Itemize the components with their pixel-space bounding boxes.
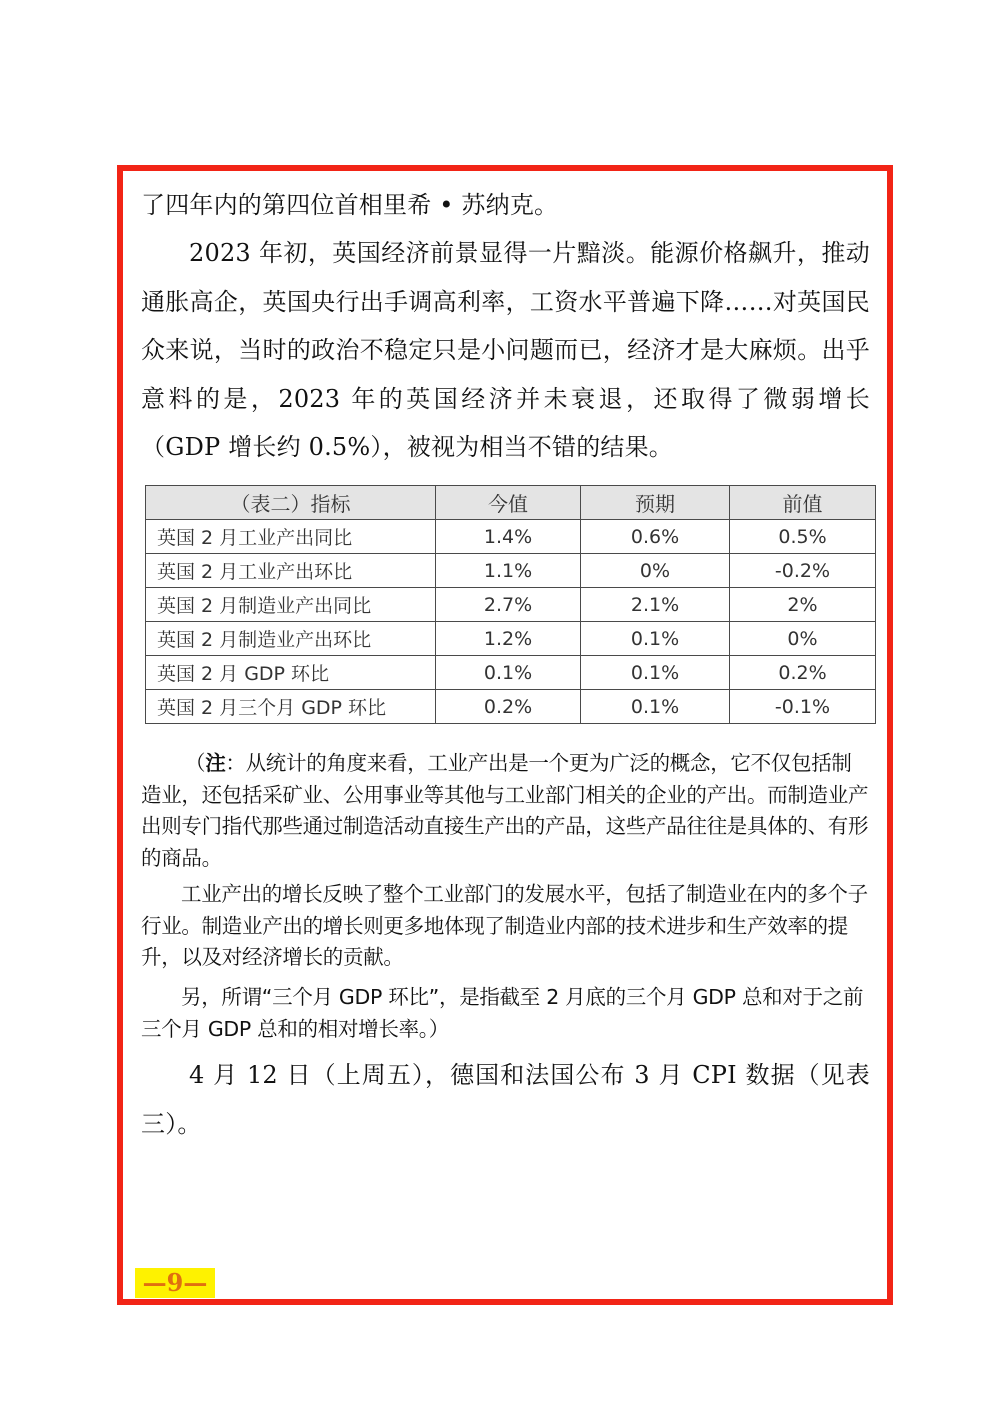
table-cell-previous: -0.2% bbox=[730, 554, 876, 588]
table-cell-previous: 0% bbox=[730, 622, 876, 656]
table-cell-actual: 1.1% bbox=[436, 554, 581, 588]
table-cell-forecast: 0.6% bbox=[581, 520, 730, 554]
table-cell-actual: 1.2% bbox=[436, 622, 581, 656]
paragraph-uk-economy: 2023 年初，英国经济前景显得一片黯淡。能源价格飙升，推动通胀高企，英国央行出手调高利率，工资水平普遍下降……对英国民众来说，当时的政治不稳定只是小问题而已，经济才是大麻烦。出乎意料的是，2023 年的英国经济并未衰退，还取得了微弱增长（GDP 增长约 0.5%），被视为相当不错的结果。 bbox=[141, 239, 870, 461]
table-row bbox=[146, 690, 876, 724]
table-cell-actual: 1.4% bbox=[436, 520, 581, 554]
note-open-paren: （ bbox=[185, 751, 206, 775]
table-cell-indicator: 英国 2 月 GDP 环比 bbox=[146, 656, 436, 690]
paragraph-germany-france-cpi: 4 月 12 日（上周五），德国和法国公布 3 月 CPI 数据（见表三）。 bbox=[141, 1061, 870, 1138]
page-number: —9— bbox=[135, 1268, 215, 1298]
note-text-1: ：从统计的角度来看，工业产出是一个更为广泛的概念，它不仅包括制造业，还包括采矿业、公用事业等其他与工业部门相关的企业的产出。而制造业产出则专门指代那些通过制造活动直接生产出的产品，这些产品往往是具体的、有形的商品。 bbox=[141, 751, 869, 870]
table-row bbox=[146, 588, 876, 622]
table-cell-actual: 0.1% bbox=[436, 656, 581, 690]
table-cell-previous: 0.2% bbox=[730, 656, 876, 690]
note-paragraph-three-month-gdp: 另，所谓“三个月 GDP 环比”，是指截至 2 月底的三个月 GDP 总和对于之前三个月 GDP 总和的相对增长率。） bbox=[141, 985, 864, 1041]
table-cell-forecast: 2.1% bbox=[581, 588, 730, 622]
note-paragraph-growth: 工业产出的增长反映了整个工业部门的发展水平，包括了制造业在内的多个子行业。制造业产出的增长则更多地体现了制造业内部的技术进步和生产效率的提升，以及对经济增长的贡献。 bbox=[141, 882, 868, 969]
table-cell-forecast: 0.1% bbox=[581, 656, 730, 690]
table-cell-actual: 2.7% bbox=[436, 588, 581, 622]
table-cell-actual: 0.2% bbox=[436, 690, 581, 724]
table-cell-previous: 2% bbox=[730, 588, 876, 622]
table-cell-indicator: 英国 2 月工业产出同比 bbox=[146, 520, 436, 554]
table-header-previous: 前值 bbox=[730, 486, 876, 520]
paragraph-intro-continued: 了四年内的第四位首相里希 • 苏纳克。 bbox=[141, 191, 559, 219]
table-cell-indicator: 英国 2 月工业产出环比 bbox=[146, 554, 436, 588]
page-frame bbox=[117, 165, 893, 1305]
table-row bbox=[146, 554, 876, 588]
table-row bbox=[146, 656, 876, 690]
table-header-indicator: （表二）指标 bbox=[146, 486, 436, 520]
note-label: 注 bbox=[205, 751, 226, 775]
table-cell-previous: 0.5% bbox=[730, 520, 876, 554]
table-row bbox=[146, 520, 876, 554]
note-paragraph-definition bbox=[141, 748, 870, 874]
table-cell-forecast: 0% bbox=[581, 554, 730, 588]
table-header-actual: 今值 bbox=[436, 486, 581, 520]
table-cell-indicator: 英国 2 月制造业产出环比 bbox=[146, 622, 436, 656]
table-cell-indicator: 英国 2 月制造业产出同比 bbox=[146, 588, 436, 622]
table-cell-indicator: 英国 2 月三个月 GDP 环比 bbox=[146, 690, 436, 724]
table-cell-previous: -0.1% bbox=[730, 690, 876, 724]
table-header-row bbox=[146, 486, 876, 520]
table-cell-forecast: 0.1% bbox=[581, 690, 730, 724]
table-row bbox=[146, 622, 876, 656]
table-cell-forecast: 0.1% bbox=[581, 622, 730, 656]
table-header-forecast: 预期 bbox=[581, 486, 730, 520]
uk-indicators-table bbox=[145, 485, 876, 724]
